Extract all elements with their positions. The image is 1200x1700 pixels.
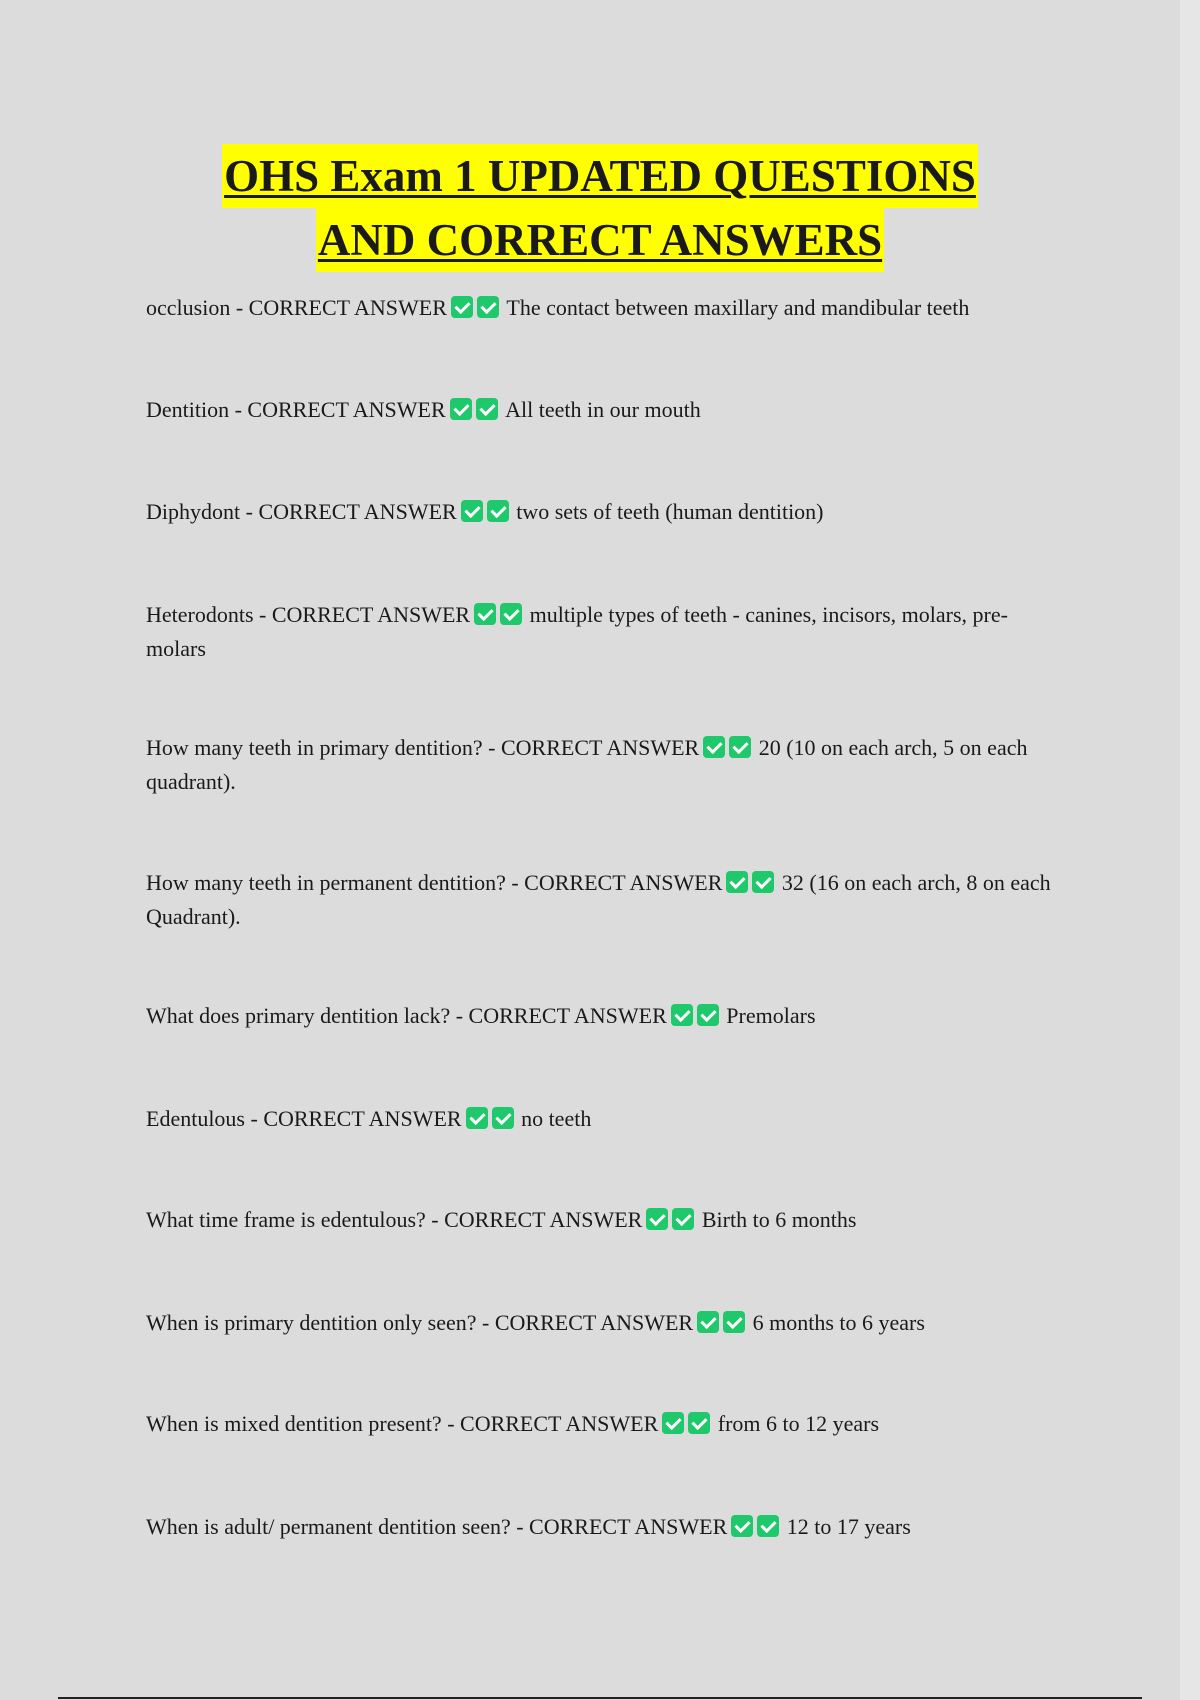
answer-text: multiple types of teeth - canines, incisors, molars, pre-molars (146, 602, 1008, 661)
qa-entry (146, 999, 1066, 1033)
question-text: What does primary dentition lack? - CORRECT ANSWER (146, 1003, 667, 1028)
checkmark-icon (492, 1107, 514, 1129)
qa-entry (146, 1510, 1066, 1544)
qa-entry (146, 598, 1066, 666)
answer-text: 32 (16 on each arch, 8 on each Quadrant). (146, 870, 1051, 929)
qa-entry (146, 1407, 1066, 1441)
question-text: Heterodonts - CORRECT ANSWER (146, 602, 471, 627)
checkmark-icon (723, 1311, 745, 1333)
checkmark-icon (474, 603, 496, 625)
question-text: What time frame is edentulous? - CORRECT ANSWER (146, 1207, 643, 1232)
checkmark-icon (646, 1208, 668, 1230)
checkmark-icon (703, 736, 725, 758)
checkmark-icon (476, 398, 498, 420)
answer-text: All teeth in our mouth (505, 397, 701, 422)
checkmark-icon (466, 1107, 488, 1129)
answer-text: Premolars (726, 1003, 816, 1028)
question-text: When is mixed dentition present? - CORRECT ANSWER (146, 1411, 659, 1436)
checkmark-icon (757, 1515, 779, 1537)
answer-text: two sets of teeth (human dentition) (516, 499, 824, 524)
question-text: occlusion - CORRECT ANSWER (146, 295, 447, 320)
document-title-line-2: AND CORRECT ANSWERS (316, 208, 884, 272)
answer-text: from 6 to 12 years (717, 1411, 880, 1436)
qa-entry (146, 1203, 1066, 1237)
answer-text: The contact between maxillary and mandibular teeth (506, 295, 970, 320)
answer-text: 20 (10 on each arch, 5 on each quadrant). (146, 735, 1028, 794)
qa-entry (146, 866, 1066, 934)
checkmark-icon (477, 296, 499, 318)
answer-text: 6 months to 6 years (752, 1310, 925, 1335)
question-text: Dentition - CORRECT ANSWER (146, 397, 446, 422)
checkmark-icon (487, 500, 509, 522)
checkmark-icon (729, 736, 751, 758)
qa-entry (146, 1306, 1066, 1340)
checkmark-icon (688, 1412, 710, 1434)
question-text: How many teeth in permanent dentition? - CORRECT ANSWER (146, 870, 723, 895)
qa-entry (146, 731, 1066, 799)
qa-entry (146, 1102, 1066, 1136)
question-text: Diphydont - CORRECT ANSWER (146, 499, 457, 524)
checkmark-icon (662, 1412, 684, 1434)
checkmark-icon (697, 1311, 719, 1333)
question-text: How many teeth in primary dentition? - CORRECT ANSWER (146, 735, 700, 760)
qa-entry (146, 495, 1066, 529)
answer-text: Birth to 6 months (701, 1207, 857, 1232)
document-title (0, 144, 1200, 272)
answer-text: no teeth (521, 1106, 592, 1131)
checkmark-icon (450, 398, 472, 420)
document-title-line-1: OHS Exam 1 UPDATED QUESTIONS (222, 144, 978, 208)
checkmark-icon (451, 296, 473, 318)
checkmark-icon (752, 871, 774, 893)
question-text: Edentulous - CORRECT ANSWER (146, 1106, 462, 1131)
answer-text: 12 to 17 years (786, 1514, 911, 1539)
checkmark-icon (731, 1515, 753, 1537)
checkmark-icon (672, 1208, 694, 1230)
qa-entry (146, 393, 1066, 427)
checkmark-icon (671, 1004, 693, 1026)
footer-divider (58, 1697, 1142, 1699)
checkmark-icon (726, 871, 748, 893)
qa-entry (146, 291, 1066, 325)
question-text: When is adult/ permanent dentition seen? - CORRECT ANSWER (146, 1514, 728, 1539)
question-text: When is primary dentition only seen? - CORRECT ANSWER (146, 1310, 694, 1335)
checkmark-icon (461, 500, 483, 522)
checkmark-icon (697, 1004, 719, 1026)
checkmark-icon (500, 603, 522, 625)
